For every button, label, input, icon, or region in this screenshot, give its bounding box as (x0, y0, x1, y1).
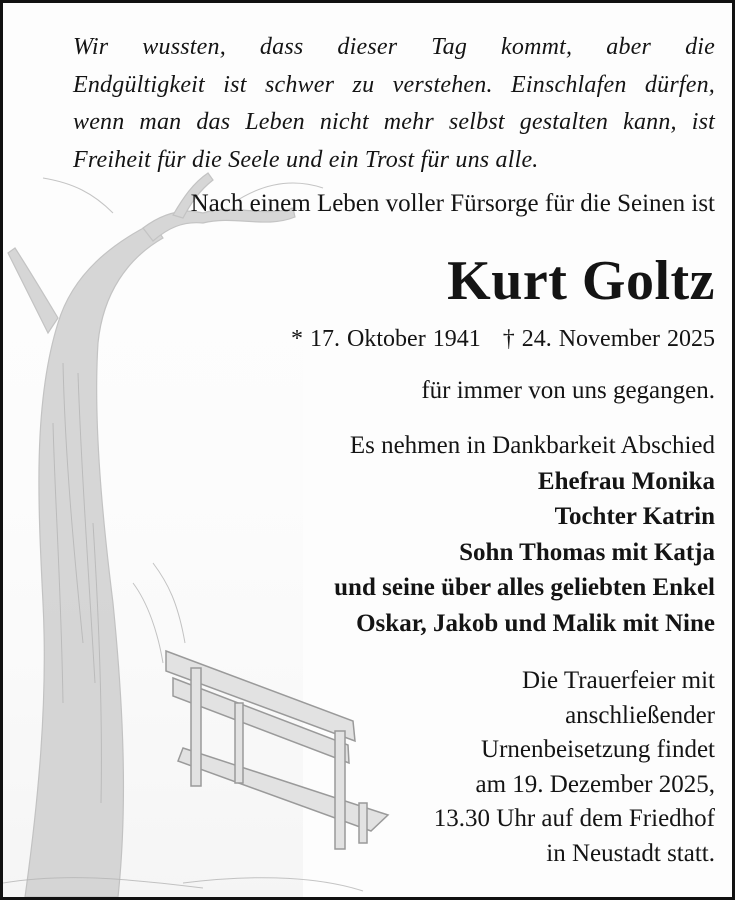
funeral-info (3, 664, 715, 871)
funeral-line: 13.30 Uhr auf dem Friedhof (433, 805, 715, 832)
mourner-line: Ehefrau Monika (537, 467, 715, 495)
poem-line: Endgültigkeit ist schwer zu verstehen. Einschlafen dürfen, (73, 71, 715, 98)
mourners-block (3, 428, 715, 641)
death-date: † 24. November 2025 (502, 326, 715, 352)
funeral-line: Urnenbeisetzung findet (481, 736, 715, 763)
mourner-line: Sohn Thomas mit Katja (459, 538, 715, 566)
farewell-text: Es nehmen in Dankbarkeit Abschied (349, 432, 715, 459)
funeral-line: am 19. Dezember 2025, (475, 770, 715, 798)
passed-away-text: für immer von uns gegangen. (421, 377, 715, 404)
poem-quote (73, 29, 715, 179)
deceased-name: Kurt Goltz (447, 250, 715, 312)
poem-line: wenn man das Leben nicht mehr selbst gestalten kann, ist (73, 109, 715, 135)
mourner-line: und seine über alles geliebten Enkel (334, 574, 715, 601)
funeral-line: anschließender (565, 701, 715, 729)
birth-date: * 17. Oktober 1941 (291, 326, 481, 352)
mourner-line: Oskar, Jakob und Malik mit Nine (356, 609, 715, 637)
funeral-line: in Neustadt statt. (546, 839, 715, 867)
funeral-line: Die Trauerfeier mit (521, 667, 715, 694)
intro-text: Nach einem Leben voller Fürsorge für die Seinen ist (190, 190, 715, 217)
poem-line: Wir wussten, dass dieser Tag kommt, aber die (73, 34, 715, 60)
mourner-line: Tochter Katrin (554, 503, 715, 530)
life-dates (3, 326, 715, 353)
poem-line: Freiheit für die Seele und ein Trost für uns alle. (73, 146, 539, 173)
